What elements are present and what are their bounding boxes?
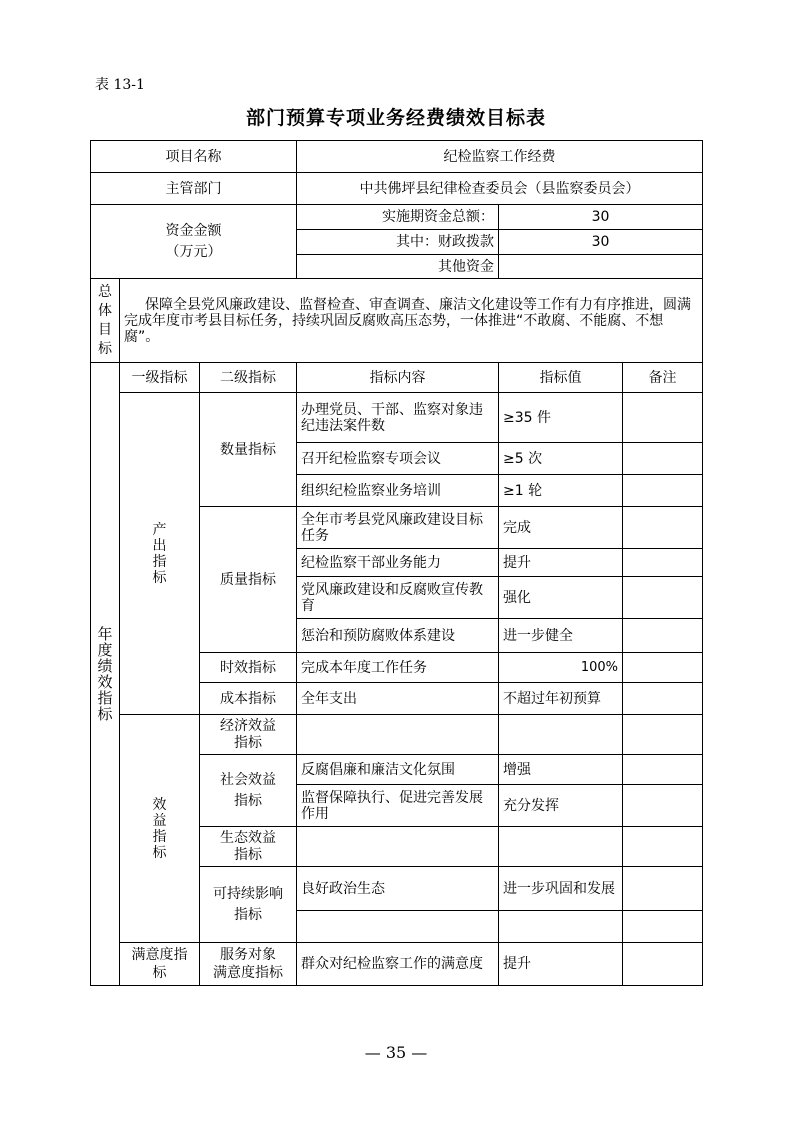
project-name-value: 纪检监察工作经费 xyxy=(297,141,703,173)
indicator-content: 全年市考县党风廉政建设目标任务 xyxy=(297,507,499,549)
department-value: 中共佛坪县纪律检查委员会（县监察委员会） xyxy=(297,173,703,205)
indicator-note xyxy=(623,785,703,827)
table-number: 表 13-1 xyxy=(95,77,145,93)
economic-benefit-label: 经济效益 指标 xyxy=(200,715,297,755)
indicator-value: ≥1 轮 xyxy=(499,475,623,507)
project-name-label: 项目名称 xyxy=(91,141,297,173)
timeliness-indicator-label: 时效指标 xyxy=(200,653,297,683)
quality-indicator-label: 质量指标 xyxy=(200,507,297,653)
indicator-value: 进一步健全 xyxy=(499,619,623,653)
indicator-value xyxy=(499,911,623,943)
indicator-content: 全年支出 xyxy=(297,683,499,715)
table-row xyxy=(91,943,703,986)
indicator-content xyxy=(297,911,499,943)
cost-indicator-label: 成本指标 xyxy=(200,683,297,715)
table-row xyxy=(91,393,703,443)
social-benefit-label: 社会效益 指标 xyxy=(200,755,297,827)
table-row xyxy=(91,141,703,173)
quantity-indicator-label: 数量指标 xyxy=(200,393,297,507)
table-row xyxy=(91,205,703,230)
indicator-content: 组织纪检监察业务培训 xyxy=(297,475,499,507)
page-title: 部门预算专项业务经费绩效目标表 xyxy=(245,107,546,129)
service-satisfaction-label: 服务对象 满意度指标 xyxy=(200,943,297,986)
overall-goal-label: 总 体 目 标 xyxy=(91,279,120,363)
total-funds-value: 30 xyxy=(499,205,703,230)
indicator-value: 进一步巩固和发展 xyxy=(499,867,623,911)
indicator-content: 惩治和预防腐败体系建设 xyxy=(297,619,499,653)
fiscal-funds-label: 其中：财政拨款 xyxy=(297,230,499,255)
indicator-content: 良好政治生态 xyxy=(297,867,499,911)
total-funds-label: 实施期资金总额： xyxy=(297,205,499,230)
indicator-content: 群众对纪检监察工作的满意度 xyxy=(297,943,499,986)
indicator-content: 监督保障执行、促进完善发展作用 xyxy=(297,785,499,827)
indicator-value: ≥5 次 xyxy=(499,443,623,475)
indicator-note xyxy=(623,653,703,683)
indicator-value: 完成 xyxy=(499,507,623,549)
indicator-note xyxy=(623,619,703,653)
annual-indicators-label: 年 度 绩 效 指 标 xyxy=(91,363,120,986)
indicator-content xyxy=(297,827,499,867)
sustainable-impact-label: 可持续影响 指标 xyxy=(200,867,297,943)
indicator-value: ≥35 件 xyxy=(499,393,623,443)
indicator-content: 办理党员、干部、监察对象违纪违法案件数 xyxy=(297,393,499,443)
fiscal-funds-value: 30 xyxy=(499,230,703,255)
indicator-value: 强化 xyxy=(499,577,623,619)
page-number: — 35 — xyxy=(364,1043,428,1062)
indicator-note xyxy=(623,507,703,549)
satisfaction-indicators-label: 满意度指 标 xyxy=(120,943,200,986)
indicator-note xyxy=(623,715,703,755)
indicator-value: 提升 xyxy=(499,549,623,577)
indicator-content: 党风廉政建设和反腐败宣传教育 xyxy=(297,577,499,619)
benefit-indicators-label: 效 益 指 标 xyxy=(120,715,200,943)
indicator-note xyxy=(623,683,703,715)
indicator-content: 反腐倡廉和廉洁文化氛围 xyxy=(297,755,499,785)
overall-goal-text: 保障全县党风廉政建设、监督检查、审查调查、廉洁文化建设等工作有力有序推进，圆满完成年度市考县目标任务，持续巩固反腐败高压态势，一体推进“不敢腐、不能腐、不想腐”。 xyxy=(120,279,703,363)
header-content: 指标内容 xyxy=(297,363,499,393)
output-indicators-label: 产 出 指 标 xyxy=(120,393,200,715)
indicator-note xyxy=(623,943,703,986)
indicator-note xyxy=(623,755,703,785)
indicator-value: 不超过年初预算 xyxy=(499,683,623,715)
indicator-value: 100% xyxy=(499,653,623,683)
indicator-value: 增强 xyxy=(499,755,623,785)
indicator-note xyxy=(623,443,703,475)
indicator-note xyxy=(623,867,703,911)
department-label: 主管部门 xyxy=(91,173,297,205)
table-row xyxy=(91,279,703,363)
indicator-note xyxy=(623,549,703,577)
indicator-note xyxy=(623,911,703,943)
other-funds-value xyxy=(499,255,703,279)
performance-target-table xyxy=(90,140,703,986)
ecological-benefit-label: 生态效益 指标 xyxy=(200,827,297,867)
table-row xyxy=(91,173,703,205)
indicator-value xyxy=(499,715,623,755)
header-value: 指标值 xyxy=(499,363,623,393)
indicator-value xyxy=(499,827,623,867)
indicator-content: 纪检监察干部业务能力 xyxy=(297,549,499,577)
header-level1: 一级指标 xyxy=(120,363,200,393)
funds-label: 资金金额 （万元） xyxy=(91,205,297,279)
indicator-note xyxy=(623,827,703,867)
indicator-content: 召开纪检监察专项会议 xyxy=(297,443,499,475)
header-note: 备注 xyxy=(623,363,703,393)
indicator-note xyxy=(623,475,703,507)
table-row xyxy=(91,715,703,755)
indicator-value: 充分发挥 xyxy=(499,785,623,827)
other-funds-label: 其他资金 xyxy=(297,255,499,279)
indicator-content xyxy=(297,715,499,755)
indicator-content: 完成本年度工作任务 xyxy=(297,653,499,683)
indicator-note xyxy=(623,393,703,443)
table-row xyxy=(91,363,703,393)
header-level2: 二级指标 xyxy=(200,363,297,393)
indicator-value: 提升 xyxy=(499,943,623,986)
indicator-note xyxy=(623,577,703,619)
